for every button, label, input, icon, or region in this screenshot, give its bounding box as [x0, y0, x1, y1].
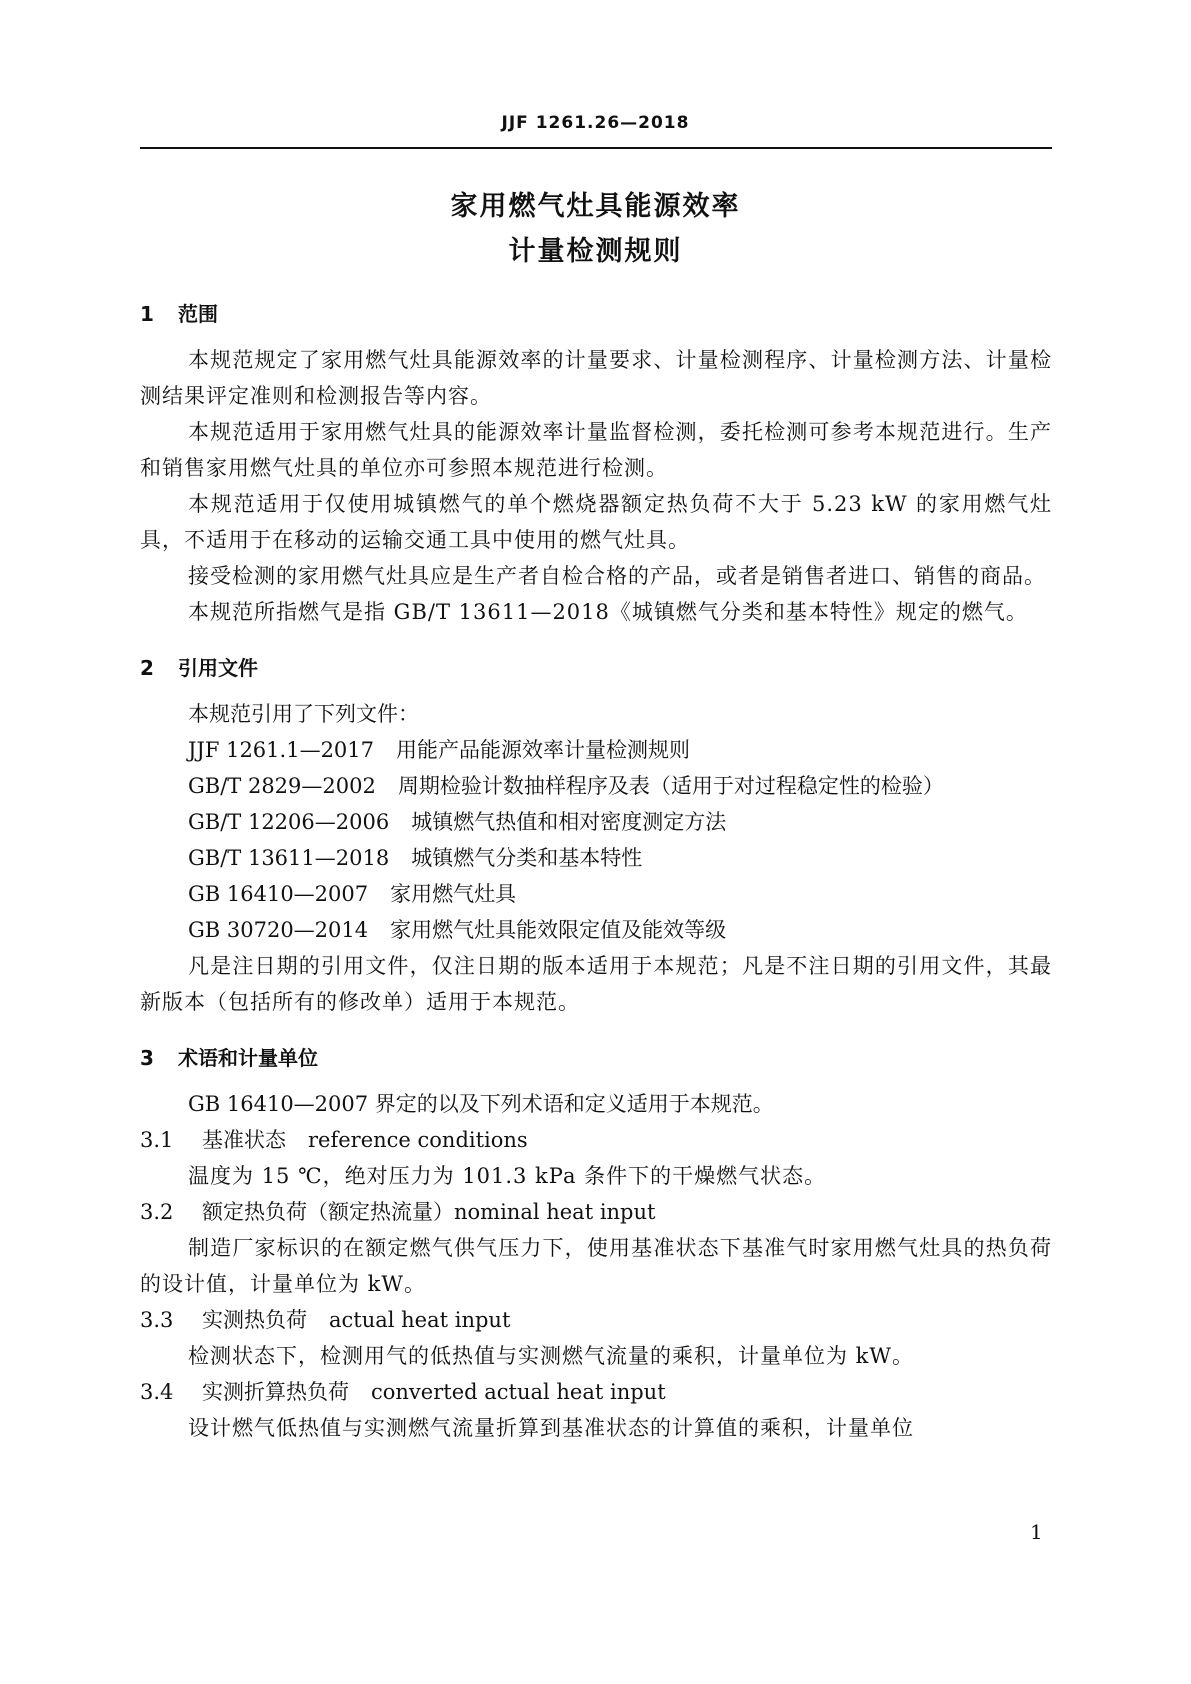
term-heading [140, 1374, 1052, 1410]
term-number: 3.4 [140, 1380, 174, 1404]
paragraph: 接受检测的家用燃气灶具应是生产者自检合格的产品，或者是销售者进口、销售的商品。 [188, 564, 1046, 588]
paragraph: 本规范适用于家用燃气灶具的能源效率计量监督检测，委托检测可参考本规范进行。生产和销售家用燃气灶具的单位亦可参照本规范进行检测。 [140, 420, 1052, 480]
reference-code: GB 30720—2014 [188, 918, 369, 942]
document-code-header: JJF 1261.26—2018 [501, 113, 690, 133]
term-number: 3.1 [140, 1128, 174, 1152]
reference-item [140, 876, 1052, 912]
page-number: 1 [1030, 1520, 1043, 1544]
reference-item [140, 804, 1052, 840]
document-body [140, 296, 1052, 1446]
section-heading-scope [140, 296, 1052, 332]
term-heading [140, 1302, 1052, 1338]
section-number: 1 [140, 302, 154, 326]
term-heading [140, 1194, 1052, 1230]
reference-item [140, 912, 1052, 948]
reference-item [140, 840, 1052, 876]
term-english: actual heat input [329, 1308, 511, 1332]
term-name: 额定热负荷（额定热流量） [202, 1200, 454, 1224]
term-heading [140, 1122, 1052, 1158]
reference-code: JJF 1261.1—2017 [188, 738, 375, 762]
paragraph: 本规范适用于仅使用城镇燃气的单个燃烧器额定热负荷不大于 5.23 kW 的家用燃气灶具，不适用于在移动的运输交通工具中使用的燃气灶具。 [140, 492, 1052, 552]
section-heading-references [140, 650, 1052, 686]
reference-name: 家用燃气灶具 [390, 882, 517, 906]
header-rule [140, 147, 1052, 149]
reference-name: 家用燃气灶具能效限定值及能效等级 [390, 918, 727, 942]
section-heading-terms [140, 1040, 1052, 1076]
references-note: 凡是注日期的引用文件，仅注日期的版本适用于本规范；凡是不注日期的引用文件，其最新版本（包括所有的修改单）适用于本规范。 [140, 954, 1052, 1014]
reference-name: 城镇燃气热值和相对密度测定方法 [411, 810, 727, 834]
references-intro: 本规范引用了下列文件： [188, 702, 419, 726]
document-title-line1: 家用燃气灶具能源效率 [450, 191, 741, 222]
reference-name: 城镇燃气分类和基本特性 [411, 846, 643, 870]
term-number: 3.3 [140, 1308, 174, 1332]
terms-intro: GB 16410—2007 界定的以及下列术语和定义适用于本规范。 [188, 1092, 774, 1116]
term-english: converted actual heat input [371, 1380, 666, 1404]
term-english: nominal heat input [454, 1200, 656, 1224]
reference-name: 周期检验计数抽样程序及表（适用于对过程稳定性的检验） [397, 774, 944, 798]
reference-item [140, 768, 1052, 804]
reference-code: GB/T 12206—2006 [188, 810, 390, 834]
reference-name: 用能产品能源效率计量检测规则 [396, 738, 691, 762]
term-definition: 设计燃气低热值与实测燃气流量折算到基准状态的计算值的乘积，计量单位 [188, 1416, 914, 1440]
term-name: 实测热负荷 [202, 1308, 307, 1332]
paragraph: 本规范规定了家用燃气灶具能源效率的计量要求、计量检测程序、计量检测方法、计量检测结果评定准则和检测报告等内容。 [140, 348, 1052, 408]
document-title-line2: 计量检测规则 [508, 236, 683, 267]
term-name: 实测折算热负荷 [202, 1380, 349, 1404]
reference-code: GB 16410—2007 [188, 882, 369, 906]
term-english: reference conditions [308, 1128, 528, 1152]
reference-code: GB/T 2829—2002 [188, 774, 376, 798]
term-name: 基准状态 [202, 1128, 286, 1152]
term-definition: 温度为 15 ℃，绝对压力为 101.3 kPa 条件下的干燥燃气状态。 [188, 1164, 827, 1188]
section-title: 范围 [178, 302, 218, 326]
section-number: 2 [140, 656, 154, 680]
term-definition: 制造厂家标识的在额定燃气供气压力下，使用基准状态下基准气时家用燃气灶具的热负荷的设计值，计量单位为 kW。 [140, 1236, 1052, 1296]
reference-item [140, 732, 1052, 768]
reference-code: GB/T 13611—2018 [188, 846, 390, 870]
section-number: 3 [140, 1046, 154, 1070]
section-title: 引用文件 [178, 656, 258, 680]
section-title: 术语和计量单位 [178, 1046, 318, 1070]
paragraph: 本规范所指燃气是指 GB/T 13611—2018《城镇燃气分类和基本特性》规定的燃气。 [188, 600, 1028, 624]
term-number: 3.2 [140, 1200, 174, 1224]
term-definition: 检测状态下，检测用气的低热值与实测燃气流量的乘积，计量单位为 kW。 [188, 1344, 914, 1368]
